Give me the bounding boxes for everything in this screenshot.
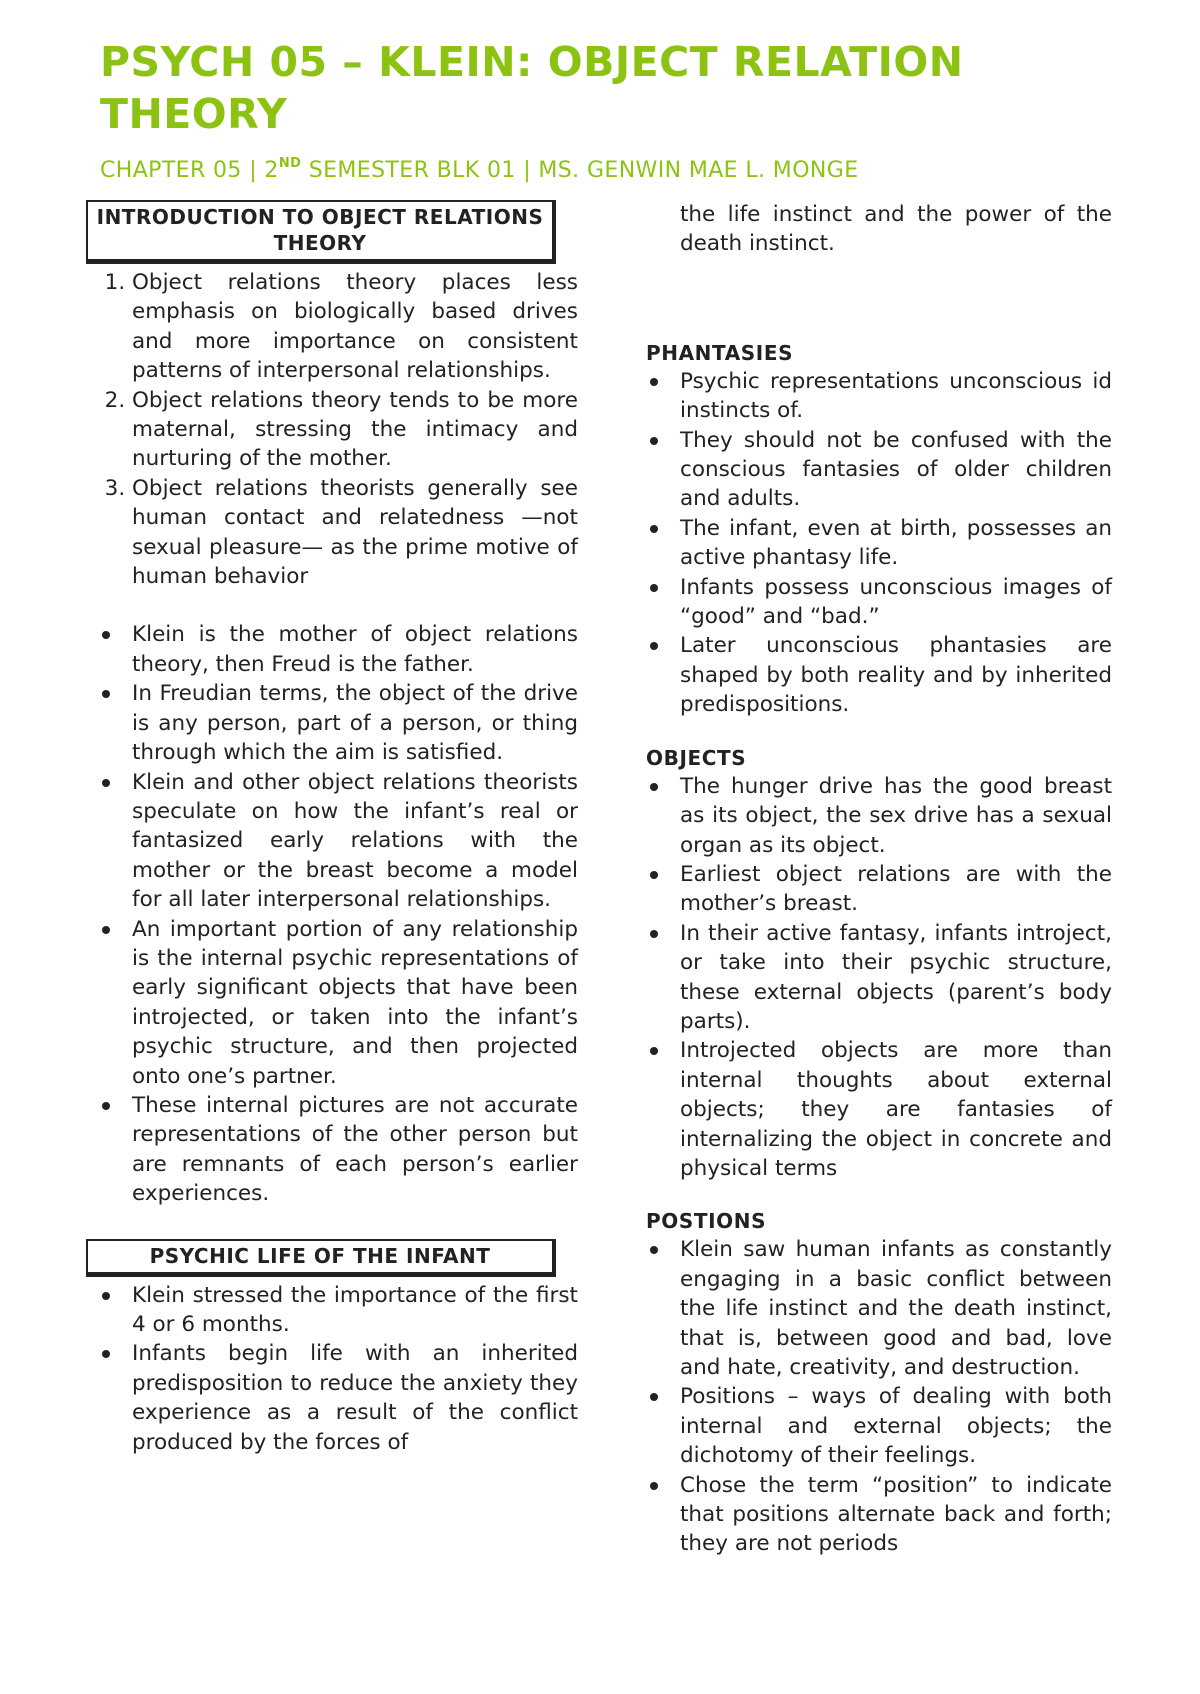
bullet-icon bbox=[102, 1350, 110, 1358]
list-item: An important portion of any relationship is the internal psychic representations of early significant objects that have been introjected, or taken into the infant’s psychic structure, and then projected onto one’s partner. bbox=[132, 915, 578, 1091]
right-column bbox=[646, 200, 1112, 1559]
list-item: 3. Object relations theorists generally see human contact and relatedness —not sexual pleasure— as the prime motive of human behavior bbox=[132, 474, 578, 592]
subtitle-course-info: SEMESTER BLK 01 | MS. GENWIN MAE L. MONGE bbox=[301, 158, 859, 183]
list-item: Klein is the mother of object relations theory, then Freud is the father. bbox=[132, 620, 578, 679]
list-item: The infant, even at birth, possesses an active phantasy life. bbox=[680, 514, 1112, 573]
bullet-icon bbox=[102, 1102, 110, 1110]
bullet-icon bbox=[102, 1292, 110, 1300]
list-item: Later unconscious phantasies are shaped by both reality and by inherited predispositions. bbox=[680, 631, 1112, 719]
section-heading-intro: INTRODUCTION TO OBJECT RELATIONS THEORY bbox=[86, 200, 556, 264]
list-item: 2. Object relations theory tends to be more maternal, stressing the intimacy and nurturing of the mother. bbox=[132, 386, 578, 474]
list-item: Chose the term “position” to indicate that positions alternate back and forth; they are not periods bbox=[680, 1471, 1112, 1559]
list-item: Positions – ways of dealing with both internal and external objects; the dichotomy of their feelings. bbox=[680, 1382, 1112, 1470]
list-item: Introjected objects are more than internal thoughts about external objects; they are fantasies of internalizing the object in concrete and physical terms bbox=[680, 1036, 1112, 1183]
intro-numbered-list bbox=[86, 268, 578, 591]
list-item: Klein stressed the importance of the first 4 or 6 months. bbox=[132, 1281, 578, 1340]
bullet-icon bbox=[650, 1482, 658, 1490]
list-item: The hunger drive has the good breast as its object, the sex drive has a sexual organ as its object. bbox=[680, 772, 1112, 860]
bullet-icon bbox=[650, 525, 658, 533]
list-item: Infants possess unconscious images of “good” and “bad.” bbox=[680, 573, 1112, 632]
objects-bullet-list bbox=[646, 772, 1112, 1184]
left-column bbox=[86, 200, 578, 1457]
continuation-text: the life instinct and the power of the death instinct. bbox=[680, 202, 1112, 257]
psychic-life-bullet-list bbox=[86, 1281, 578, 1457]
section-heading-phantasies: PHANTASIES bbox=[646, 340, 794, 365]
subtitle-chapter: CHAPTER 05 | 2 bbox=[100, 158, 279, 183]
bullet-icon bbox=[650, 930, 658, 938]
intro-bullet-list bbox=[86, 620, 578, 1208]
positions-bullet-list bbox=[646, 1235, 1112, 1558]
list-item: Earliest object relations are with the mother’s breast. bbox=[680, 860, 1112, 919]
phantasies-bullet-list bbox=[646, 367, 1112, 720]
list-item: In their active fantasy, infants introject, or take into their psychic structure, these external objects (parent’s body parts). bbox=[680, 919, 1112, 1037]
list-item: 1. Object relations theory places less emphasis on biologically based drives and more importance on consistent patterns of interpersonal relationships. bbox=[132, 268, 578, 386]
list-item: Klein saw human infants as constantly engaging in a basic conflict between the life instinct and the death instinct, that is, between good and bad, love and hate, creativity, and destruction. bbox=[680, 1235, 1112, 1382]
list-item: These internal pictures are not accurate representations of the other person but are remnants of each person’s earlier experiences. bbox=[132, 1091, 578, 1209]
list-item: Psychic representations unconscious id instincts of. bbox=[680, 367, 1112, 426]
section-heading-psychic-life: PSYCHIC LIFE OF THE INFANT bbox=[86, 1239, 556, 1277]
subtitle-ordinal-suffix: ND bbox=[278, 156, 302, 171]
bullet-icon bbox=[650, 1393, 658, 1401]
list-item: Infants begin life with an inherited predisposition to reduce the anxiety they experience as a result of the conflict produced by the forces of bbox=[132, 1339, 578, 1457]
section-heading-objects: OBJECTS bbox=[646, 745, 747, 770]
bullet-icon bbox=[650, 437, 658, 445]
bullet-icon bbox=[102, 690, 110, 698]
bullet-icon bbox=[650, 1047, 658, 1055]
document-header bbox=[100, 36, 1120, 185]
document-subtitle bbox=[100, 150, 1120, 185]
bullet-icon bbox=[102, 926, 110, 934]
bullet-icon bbox=[650, 871, 658, 879]
list-item: In Freudian terms, the object of the drive is any person, part of a person, or thing through which the aim is satisfied. bbox=[132, 679, 578, 767]
bullet-icon bbox=[650, 378, 658, 386]
list-item: They should not be confused with the conscious fantasies of older children and adults. bbox=[680, 426, 1112, 514]
bullet-icon bbox=[102, 779, 110, 787]
document-title: PSYCH 05 – KLEIN: OBJECT RELATION THEORY bbox=[100, 38, 964, 138]
section-heading-positions: POSTIONS bbox=[646, 1209, 767, 1234]
bullet-icon bbox=[102, 631, 110, 639]
bullet-icon bbox=[650, 783, 658, 791]
bullet-icon bbox=[650, 584, 658, 592]
bullet-icon bbox=[650, 1246, 658, 1254]
list-item: Klein and other object relations theorists speculate on how the infant’s real or fantasized early relations with the mother or the breast become a model for all later interpersonal relationships. bbox=[132, 768, 578, 915]
bullet-icon bbox=[650, 642, 658, 650]
